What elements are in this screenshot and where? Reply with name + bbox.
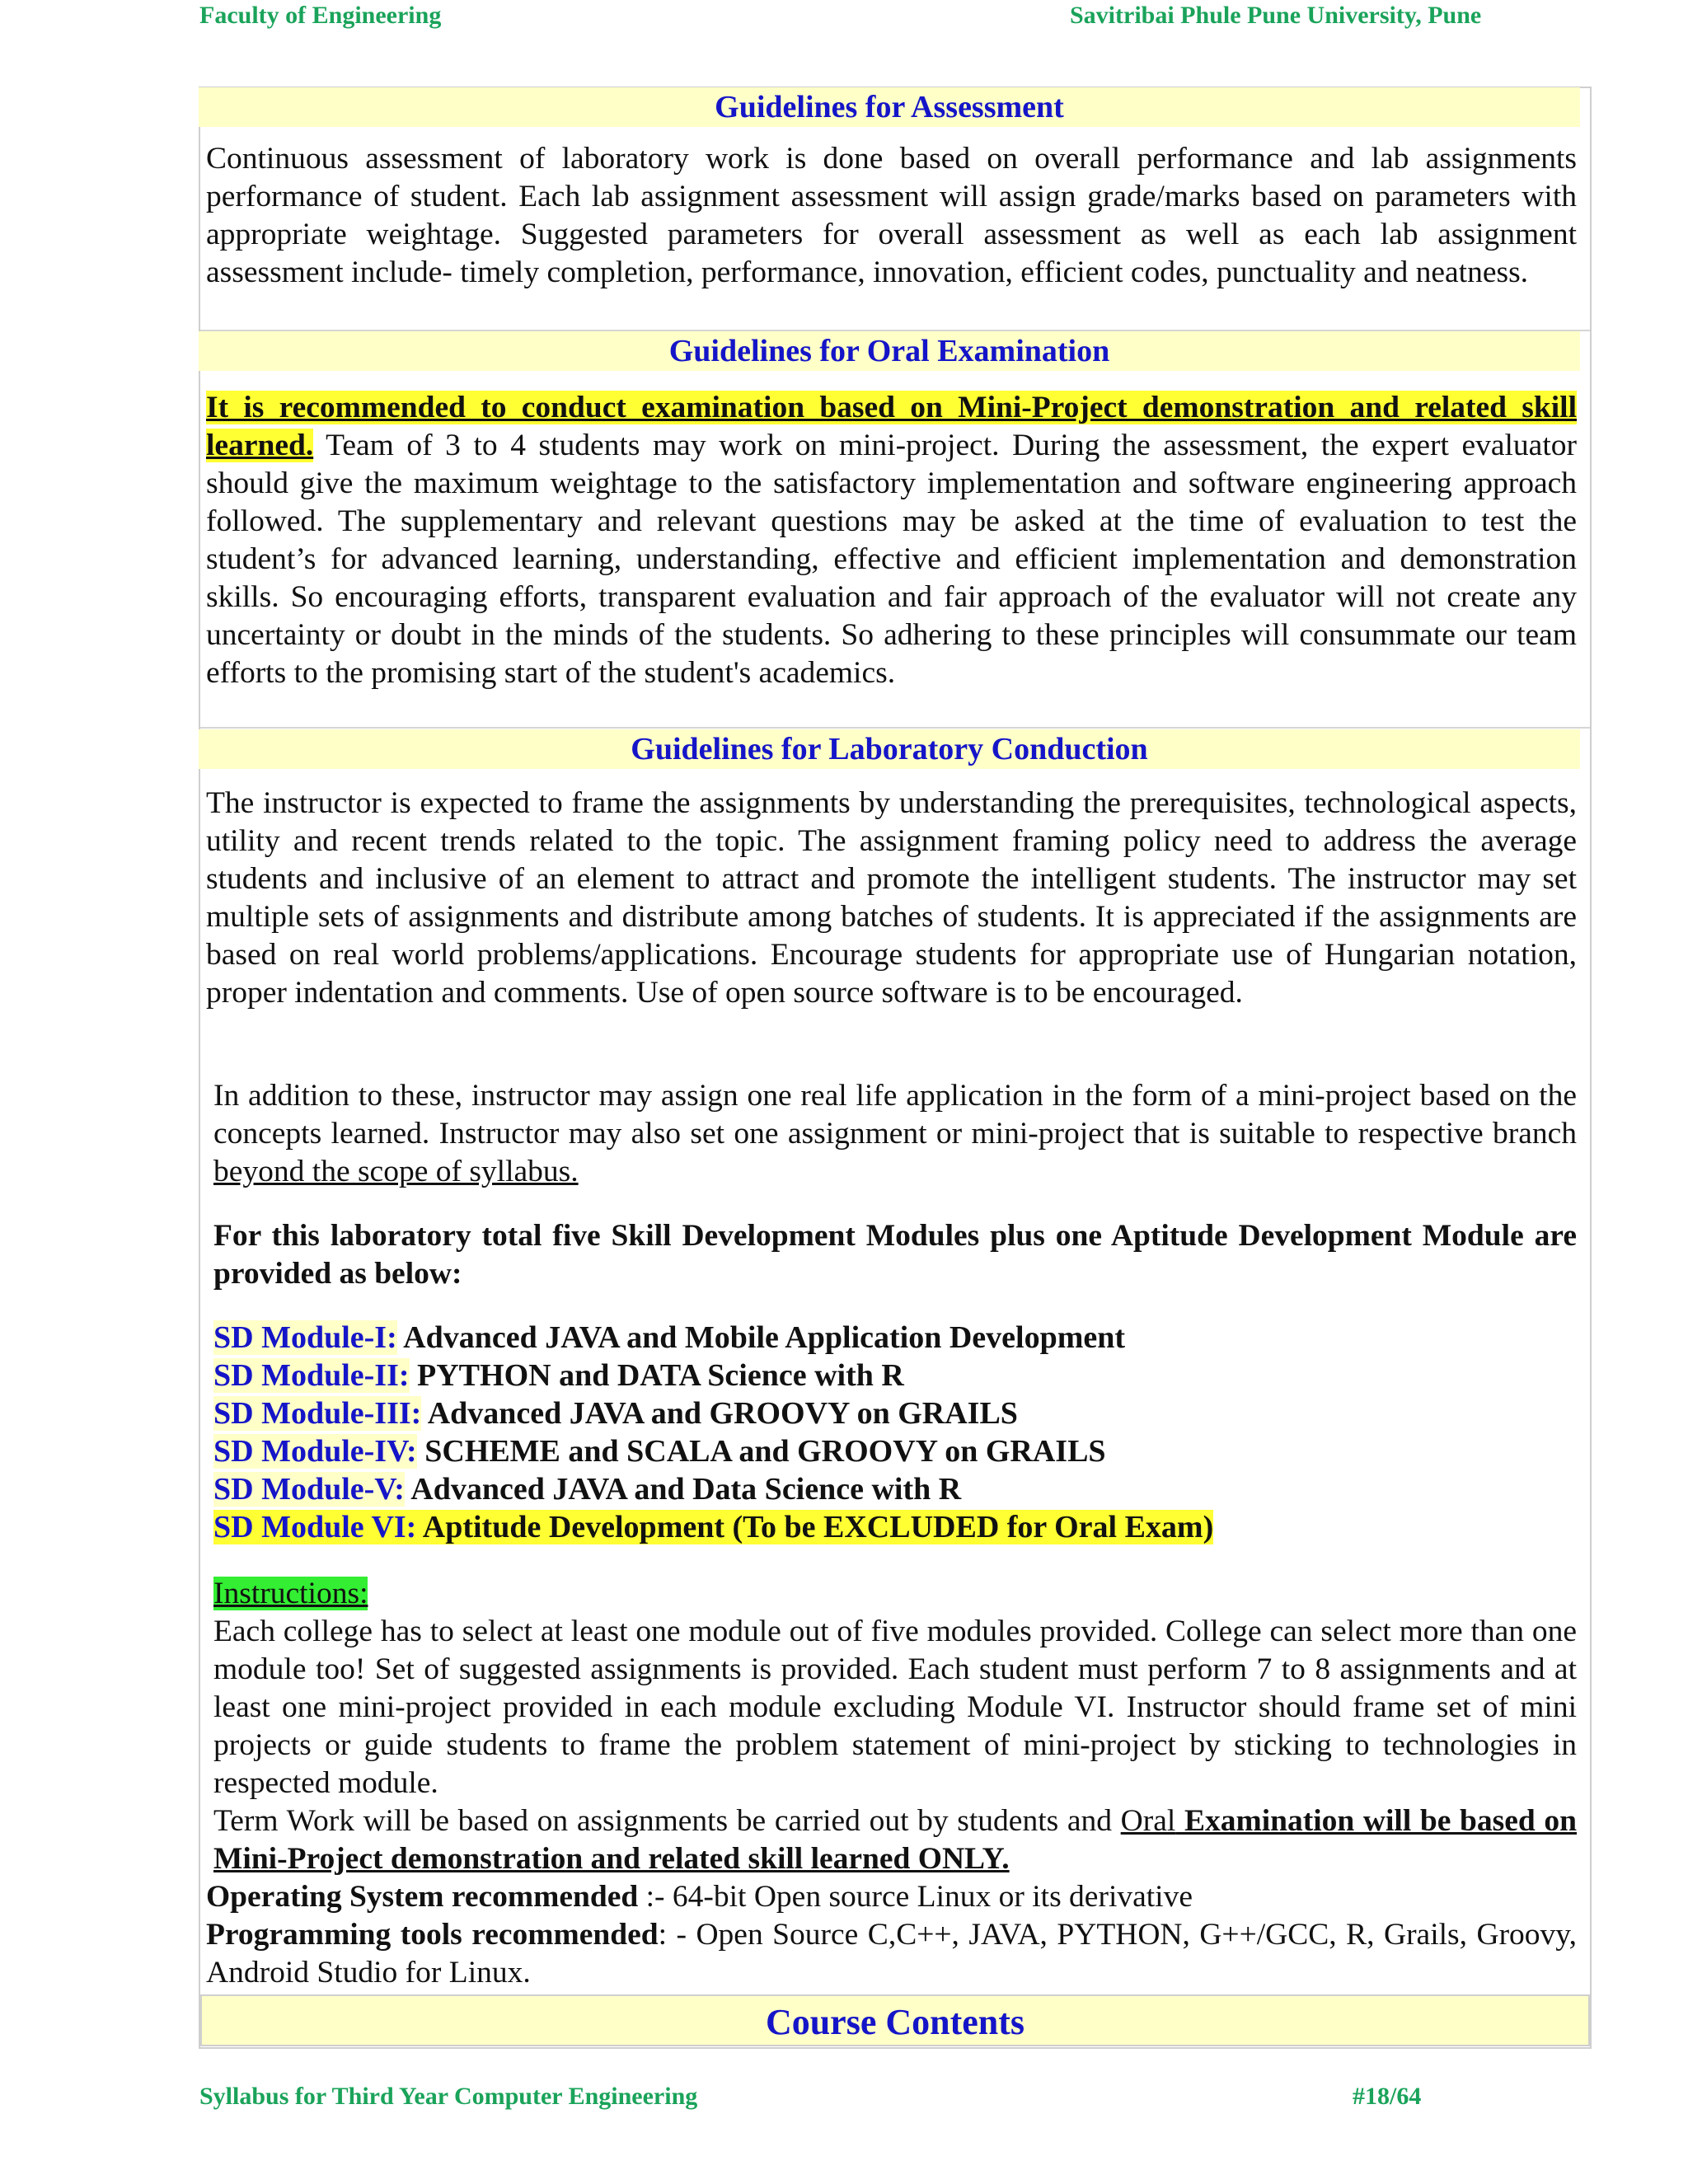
footer-page-number: #18/64 — [1353, 2083, 1422, 2110]
term-work-oral: Oral — [1120, 1804, 1176, 1838]
module-item — [213, 1394, 1577, 1432]
assessment-body: Continuous assessment of laboratory work is done based on overall performance and lab assignments performance of student. Each lab assignment assessment will assign grade/marks based on parameters with appropriate weightage. Suggested parameters for overall assessment as well as each lab assignment assessment include- timely completion, performance, innovation, efficient codes, punctuality and neatness. — [206, 142, 1577, 289]
conduction-para-2-text: In addition to these, instructor may assign one real life application in the form of a mini-project based on the concepts learned. Instructor may also set one assignment or mini-project that is suitable to respective branch — [213, 1079, 1577, 1151]
divider — [200, 727, 1590, 729]
term-work-bold: Examination will be based on Mini-Project demonstration and related skill learned ONLY. — [213, 1804, 1578, 1876]
module-list — [213, 1319, 1577, 1546]
assessment-title: Guidelines for Assessment — [199, 87, 1580, 127]
module-item — [213, 1432, 1577, 1470]
instructions-body: Each college has to select at least one module out of five modules provided. College can select more than one module too! Set of suggested assignments is provided. Each student must perform 7 to 8 assignments and at least one mini-project provided in each module excluding Module VI. Instructor should frame set of mini projects or guide students to frame the problem statement of mini-project by sticking to technologies in respected module. — [213, 1615, 1577, 1800]
module-title: Advanced JAVA and GROOVY on GRAILS — [421, 1396, 1018, 1431]
header-university: Savitribai Phule Pune University, Pune — [1070, 2, 1482, 29]
module-label: SD Module-V: — [213, 1472, 405, 1507]
module-label: SD Module-I: — [213, 1320, 397, 1355]
module-item — [213, 1508, 1577, 1546]
os-recommended — [206, 1878, 1577, 1916]
module-label: SD Module-III: — [213, 1396, 422, 1431]
oral-body — [206, 389, 1577, 692]
oral-recommendation: It is recommended to conduct examination based on Mini-Project demonstration and related skill learned. — [206, 391, 1577, 462]
tools-value: : - Open Source C,C++, JAVA, PYTHON, G++/GCC, R, Grails, Groovy, Android Studio for Linux. — [206, 1918, 1577, 1990]
course-contents-heading: Course Contents — [200, 1994, 1590, 2046]
module-item — [213, 1357, 1577, 1394]
conduction-para-2 — [213, 1077, 1577, 1191]
conduction-title: Guidelines for Laboratory Conduction — [199, 729, 1580, 769]
oral-details: Team of 3 to 4 students may work on mini-project. During the assessment, the expert evaluator should give the maximum weightage to the satisfactory implementation and software engineering approach followed. The supplementary and relevant questions may be asked at the time of evaluation to test the student’s for advanced learning, understanding, effective and efficient implementation and demonstration skills. So encouraging efforts, transparent evaluation and fair approach of the evaluator will not create any uncertainty or doubt in the minds of the students. So adhering to these principles will consummate our team efforts to the promising start of the student's academics. — [206, 429, 1577, 690]
instructions-block — [213, 1575, 1577, 1878]
tools-label: Programming tools recommended — [206, 1918, 659, 1952]
module-label: SD Module-IV: — [213, 1434, 417, 1469]
module-label: SD Module VI: — [213, 1510, 417, 1544]
module-title: Advanced JAVA and Data Science with R — [404, 1472, 962, 1507]
footer-syllabus: Syllabus for Third Year Computer Engineering — [199, 2083, 698, 2110]
module-item — [213, 1319, 1577, 1357]
module-title: Advanced JAVA and Mobile Application Development — [396, 1320, 1126, 1355]
module-title: Aptitude Development (To be EXCLUDED for Oral Exam) — [416, 1510, 1214, 1544]
module-title: PYTHON and DATA Science with R — [409, 1358, 904, 1393]
module-title: SCHEME and SCALA and GROOVY on GRAILS — [416, 1434, 1106, 1469]
module-item — [213, 1470, 1577, 1508]
module-label: SD Module-II: — [213, 1358, 410, 1393]
os-value: :- 64-bit Open source Linux or its derivative — [638, 1880, 1193, 1914]
conduction-para-1: The instructor is expected to frame the assignments by understanding the prerequisites, technological aspects, utility and recent trends related to the topic. The assignment framing policy need to address the average students and inclusive of an element to attract and promote the intelligent students. The instructor may set multiple sets of assignments and distribute among batches of students. It is appreciated if the assignments are based on real world problems/applications. Encourage students for appropriate use of Hungarian notation, proper indentation and comments. Use of open source software is to be encouraged. — [206, 786, 1577, 1010]
oral-title: Guidelines for Oral Examination — [199, 331, 1580, 371]
term-work-text: Term Work will be based on assignments be carried out by students and — [213, 1804, 1121, 1838]
tools-recommended — [206, 1916, 1577, 1992]
modules-intro: For this laboratory total five Skill Development Modules plus one Aptitude Development Module are provided as below: — [213, 1219, 1577, 1291]
os-label: Operating System recommended — [206, 1880, 639, 1914]
beyond-syllabus-text: beyond the scope of syllabus. — [213, 1155, 579, 1188]
instructions-label: Instructions: — [213, 1577, 368, 1610]
module-vi-highlight — [213, 1510, 1213, 1544]
header-faculty: Faculty of Engineering — [199, 2, 442, 29]
